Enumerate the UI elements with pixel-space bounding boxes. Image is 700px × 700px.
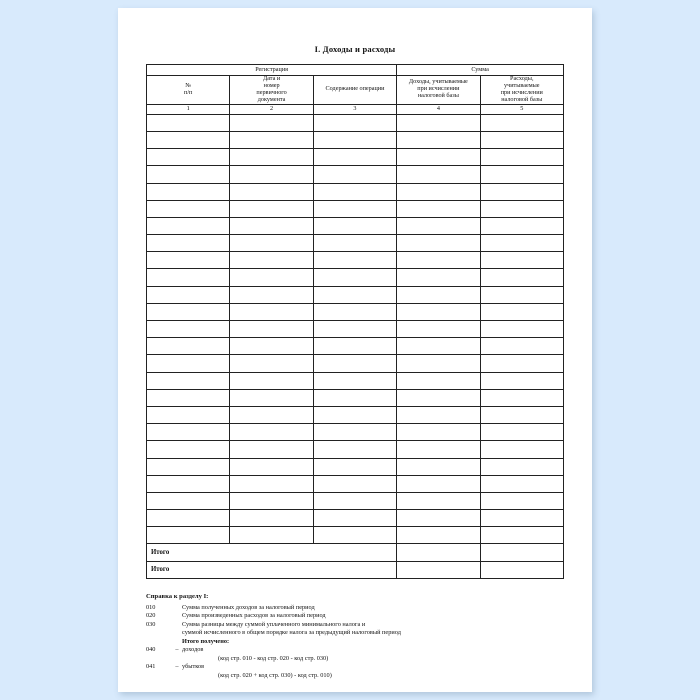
table-row[interactable] (147, 252, 564, 269)
table-cell[interactable] (230, 424, 313, 441)
table-cell[interactable] (147, 424, 230, 441)
table-row[interactable] (147, 527, 564, 544)
table-cell[interactable] (147, 252, 230, 269)
table-cell[interactable] (313, 389, 396, 406)
table-column-number-row (147, 104, 564, 114)
col-number-4: 4 (397, 104, 480, 114)
col-number-2: 2 (230, 104, 313, 114)
table-cell[interactable] (147, 303, 230, 320)
table-cell[interactable] (480, 389, 563, 406)
table-cell[interactable] (397, 166, 480, 183)
table-cell[interactable] (480, 527, 563, 544)
table-cell[interactable] (230, 389, 313, 406)
col-header-operation-content: Содержание операции (313, 76, 396, 105)
total-value-cell[interactable] (480, 544, 563, 561)
table-cell[interactable] (397, 217, 480, 234)
table-cell[interactable] (397, 389, 480, 406)
table-cell[interactable] (147, 527, 230, 544)
table-row[interactable] (147, 286, 564, 303)
table-cell[interactable] (397, 424, 480, 441)
table-row[interactable] (147, 235, 564, 252)
table-cell[interactable] (230, 131, 313, 148)
table-cell[interactable] (480, 458, 563, 475)
spravka-code: 040 (146, 646, 156, 654)
table-cell[interactable] (230, 458, 313, 475)
col-number-3: 3 (313, 104, 396, 114)
spravka-row (146, 612, 564, 621)
document-page-shadow (118, 8, 592, 692)
table-row[interactable] (147, 510, 564, 527)
table-group-header-row (147, 65, 564, 76)
spravka-row (146, 604, 564, 613)
group-header-amount: Сумма (397, 65, 564, 76)
table-cell[interactable] (313, 149, 396, 166)
table-cell[interactable] (147, 269, 230, 286)
table-cell[interactable] (313, 406, 396, 423)
table-cell[interactable] (147, 510, 230, 527)
table-cell[interactable] (397, 475, 480, 492)
table-cell[interactable] (480, 149, 563, 166)
table-cell[interactable] (313, 424, 396, 441)
table-row[interactable] (147, 269, 564, 286)
spravka-text: (код стр. 010 - код стр. 020 - код стр. 030) (218, 654, 329, 662)
table-cell[interactable] (313, 269, 396, 286)
table-cell[interactable] (230, 269, 313, 286)
col-header-expense: Расходы, учитываемые при исчислении налоговой базы (480, 76, 563, 105)
table-cell[interactable] (480, 269, 563, 286)
table-cell[interactable] (397, 149, 480, 166)
table-row[interactable] (147, 475, 564, 492)
table-cell[interactable] (230, 252, 313, 269)
table-cell[interactable] (397, 372, 480, 389)
spravka-code: 010 (146, 603, 156, 611)
table-body-total-rows (147, 544, 564, 578)
table-cell[interactable] (230, 475, 313, 492)
table-cell[interactable] (230, 200, 313, 217)
table-cell[interactable] (230, 406, 313, 423)
table-cell[interactable] (397, 458, 480, 475)
spravka-dash: – (175, 646, 179, 654)
table-cell[interactable] (147, 286, 230, 303)
table-cell[interactable] (480, 492, 563, 509)
table-cell[interactable] (397, 183, 480, 200)
table-row[interactable] (147, 355, 564, 372)
table-row[interactable] (147, 303, 564, 320)
table-row[interactable] (147, 166, 564, 183)
table-cell[interactable] (313, 131, 396, 148)
col-header-income: Доходы, учитываемые при исчислении налоговой базы (397, 76, 480, 105)
table-cell[interactable] (397, 286, 480, 303)
table-row[interactable] (147, 321, 564, 338)
table-cell[interactable] (147, 183, 230, 200)
table-row[interactable] (147, 200, 564, 217)
table-total-row (147, 544, 564, 561)
spravka-row (146, 663, 564, 672)
table-row[interactable] (147, 114, 564, 131)
table-cell[interactable] (147, 114, 230, 131)
total-label: Итого (147, 544, 397, 561)
table-cell[interactable] (397, 252, 480, 269)
table-cell[interactable] (230, 510, 313, 527)
spravka-row (146, 672, 564, 681)
table-cell[interactable] (480, 252, 563, 269)
table-body-empty-rows (147, 114, 564, 544)
table-cell[interactable] (313, 321, 396, 338)
table-cell[interactable] (230, 183, 313, 200)
col-number-1: 1 (147, 104, 230, 114)
table-total-row (147, 561, 564, 578)
table-cell[interactable] (147, 321, 230, 338)
table-cell[interactable] (313, 200, 396, 217)
total-value-cell[interactable] (480, 561, 563, 578)
table-cell[interactable] (397, 355, 480, 372)
table-cell[interactable] (397, 200, 480, 217)
table-cell[interactable] (313, 286, 396, 303)
spravka-row (146, 621, 564, 630)
col-number-5: 5 (480, 104, 563, 114)
table-cell[interactable] (480, 131, 563, 148)
table-cell[interactable] (480, 166, 563, 183)
spravka-text: (код стр. 020 + код стр. 030) - код стр. 010) (218, 671, 332, 679)
table-cell[interactable] (397, 510, 480, 527)
table-row[interactable] (147, 217, 564, 234)
total-label: Итого (147, 561, 397, 578)
page-title: I. Доходы и расходы (314, 44, 396, 54)
table-cell[interactable] (397, 321, 480, 338)
col-header-number: № п/п (147, 76, 230, 105)
table-row[interactable] (147, 406, 564, 423)
table-cell[interactable] (313, 510, 396, 527)
table-cell[interactable] (230, 303, 313, 320)
table-cell[interactable] (313, 166, 396, 183)
table-cell[interactable] (147, 441, 230, 458)
table-row[interactable] (147, 372, 564, 389)
table-cell[interactable] (313, 475, 396, 492)
spravka-text: суммой исчисленного в общем порядке налога за предыдущий налоговый период (182, 629, 401, 637)
table-cell[interactable] (397, 235, 480, 252)
table-cell[interactable] (480, 286, 563, 303)
table-cell[interactable] (397, 131, 480, 148)
table-cell[interactable] (313, 527, 396, 544)
table-cell[interactable] (480, 441, 563, 458)
table-row[interactable] (147, 338, 564, 355)
table-cell[interactable] (147, 458, 230, 475)
table-cell[interactable] (147, 355, 230, 372)
table-cell[interactable] (147, 235, 230, 252)
spravka-code: 020 (146, 612, 156, 620)
table-column-header-row (147, 76, 564, 105)
table-cell[interactable] (397, 492, 480, 509)
table-cell[interactable] (397, 114, 480, 131)
table-cell[interactable] (147, 492, 230, 509)
table-cell[interactable] (230, 441, 313, 458)
table-cell[interactable] (480, 200, 563, 217)
table-row[interactable] (147, 131, 564, 148)
spravka-row (146, 646, 564, 655)
table-cell[interactable] (480, 183, 563, 200)
spravka-section (146, 593, 564, 680)
col-header-document-date: Дата и номер первичного документа (230, 76, 313, 105)
table-cell[interactable] (230, 286, 313, 303)
table-cell[interactable] (313, 114, 396, 131)
document-page (118, 8, 592, 692)
spravka-text: Сумма произведенных расходов за налоговый период (182, 612, 326, 620)
table-cell[interactable] (397, 338, 480, 355)
table-cell[interactable] (147, 149, 230, 166)
table-cell[interactable] (480, 338, 563, 355)
table-cell[interactable] (480, 424, 563, 441)
table-row[interactable] (147, 149, 564, 166)
spravka-text: Сумма полученных доходов за налоговый период (182, 603, 315, 611)
table-cell[interactable] (313, 235, 396, 252)
spravka-row (146, 655, 564, 664)
table-row[interactable] (147, 441, 564, 458)
table-row[interactable] (147, 492, 564, 509)
table-cell[interactable] (230, 338, 313, 355)
spravka-dash: – (175, 663, 179, 671)
spravka-text: Итого получено: (182, 637, 230, 645)
table-cell[interactable] (230, 492, 313, 509)
total-value-cell[interactable] (397, 544, 480, 561)
table-cell[interactable] (230, 217, 313, 234)
table-row[interactable] (147, 183, 564, 200)
table-cell[interactable] (230, 527, 313, 544)
table-row[interactable] (147, 458, 564, 475)
spravka-text: убытков (182, 663, 205, 671)
table-cell[interactable] (147, 372, 230, 389)
table-cell[interactable] (230, 321, 313, 338)
table-cell[interactable] (147, 166, 230, 183)
table-cell[interactable] (147, 200, 230, 217)
table-row[interactable] (147, 389, 564, 406)
table-cell[interactable] (230, 235, 313, 252)
table-cell[interactable] (313, 492, 396, 509)
table-cell[interactable] (147, 475, 230, 492)
table-cell[interactable] (480, 355, 563, 372)
table-cell[interactable] (230, 149, 313, 166)
table-cell[interactable] (230, 114, 313, 131)
table-cell[interactable] (313, 303, 396, 320)
table-cell[interactable] (147, 406, 230, 423)
spravka-row (146, 629, 564, 638)
table-cell[interactable] (480, 475, 563, 492)
table-cell[interactable] (147, 338, 230, 355)
income-expense-table (146, 64, 564, 579)
table-row[interactable] (147, 424, 564, 441)
table-cell[interactable] (313, 372, 396, 389)
table-cell[interactable] (480, 217, 563, 234)
table-cell[interactable] (397, 269, 480, 286)
spravka-text: Сумма разницы между суммой уплаченного минимального налога и (182, 620, 366, 628)
table-cell[interactable] (313, 183, 396, 200)
group-header-registration: Регистрация (147, 65, 397, 76)
table-cell[interactable] (313, 458, 396, 475)
table-cell[interactable] (313, 217, 396, 234)
table-cell[interactable] (147, 389, 230, 406)
table-cell[interactable] (480, 303, 563, 320)
table-cell[interactable] (397, 406, 480, 423)
total-value-cell[interactable] (397, 561, 480, 578)
table-cell[interactable] (480, 510, 563, 527)
spravka-code: 041 (146, 663, 156, 671)
table-cell[interactable] (480, 114, 563, 131)
table-cell[interactable] (397, 441, 480, 458)
table-cell[interactable] (313, 338, 396, 355)
spravka-text: доходов (182, 646, 204, 654)
table-cell[interactable] (230, 372, 313, 389)
table-cell[interactable] (397, 527, 480, 544)
table-cell[interactable] (147, 131, 230, 148)
table-cell[interactable] (397, 303, 480, 320)
table-cell[interactable] (230, 166, 313, 183)
table-cell[interactable] (480, 235, 563, 252)
table-cell[interactable] (480, 372, 563, 389)
table-cell[interactable] (313, 252, 396, 269)
spravka-rows (146, 604, 564, 681)
table-cell[interactable] (480, 321, 563, 338)
table-cell[interactable] (480, 406, 563, 423)
table-cell[interactable] (313, 355, 396, 372)
table-cell[interactable] (313, 441, 396, 458)
table-cell[interactable] (230, 355, 313, 372)
spravka-title: Справка к разделу I: (146, 592, 209, 600)
table-cell[interactable] (147, 217, 230, 234)
spravka-row (146, 638, 564, 647)
spravka-code: 030 (146, 620, 156, 628)
